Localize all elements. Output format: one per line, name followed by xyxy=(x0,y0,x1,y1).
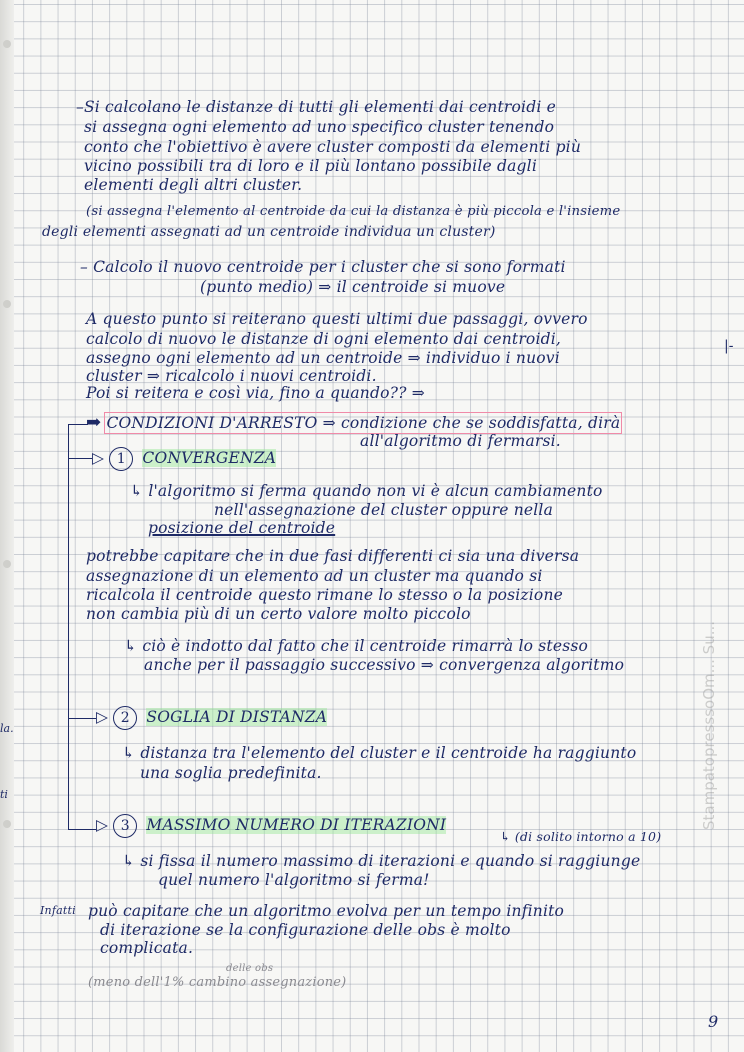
arrow-right-icon: ▷ xyxy=(96,816,109,834)
text-line: elementi degli altri cluster. xyxy=(84,176,303,194)
text-line: calcolo di nuovo le distanze di ogni elemento dai centroidi, xyxy=(86,330,562,348)
text-line: ↳ si fissa il numero massimo di iterazioni e quando si raggiunge xyxy=(122,852,641,870)
heading-convergenza: CONVERGENZA xyxy=(142,449,277,467)
text-line: non cambia più di un certo valore molto piccolo xyxy=(86,605,471,623)
text-line: una soglia predefinita. xyxy=(140,764,322,782)
bracket-line xyxy=(68,424,69,829)
watermark: StampatopresssoOm... Su... xyxy=(700,620,718,830)
text-line: (punto medio) ⇒ il centroide si muove xyxy=(200,278,506,296)
text-line: degli elementi assegnati ad un centroide individua un cluster) xyxy=(42,224,496,240)
text-line: ↳ l'algoritmo si ferma quando non vi è alcun cambiamento xyxy=(130,482,603,500)
text-line: ↳ distanza tra l'elemento del cluster e il centroide ha raggiunto xyxy=(122,744,637,762)
heading-massimo: MASSIMO NUMERO DI ITERAZIONI xyxy=(146,816,447,834)
text-line: – Calcolo il nuovo centroide per i cluster che si sono formati xyxy=(80,258,566,276)
binding-hole xyxy=(3,40,11,48)
text-line: assegno ogni elemento ad un centroide ⇒ individuo i nuovi xyxy=(86,349,560,367)
text-line: A questo punto si reiterano questi ultimi due passaggi, ovvero xyxy=(86,310,588,328)
text-line: assegnazione di un elemento ad un cluster ma quando si xyxy=(86,567,543,585)
text-line: cluster ⇒ ricalcolo i nuovi centroidi. xyxy=(86,367,377,385)
text-line: all'algoritmo di fermarsi. xyxy=(360,432,561,450)
text-line: di iterazione se la configurazione delle obs è molto xyxy=(100,921,511,939)
text-line: può capitare che un algoritmo evolva per un tempo infinito xyxy=(88,902,565,920)
arrow-right-icon: ➡ xyxy=(86,412,102,433)
margin-mark: la. xyxy=(0,722,14,735)
text-line: –Si calcolano le distanze di tutti gli elementi dai centroidi e xyxy=(76,98,556,116)
number-circle: 3 xyxy=(113,814,137,838)
binding-hole xyxy=(3,820,11,828)
section-heading xyxy=(92,447,276,471)
section-heading xyxy=(96,814,446,838)
number-circle: 1 xyxy=(109,447,133,471)
arrow-right-icon: ▷ xyxy=(92,449,105,467)
bracket-line xyxy=(68,718,96,719)
text-line: (si assegna l'elemento al centroide da cui la distanza è più piccola e l'insieme xyxy=(86,204,621,219)
margin-mark: ti xyxy=(0,788,8,801)
text-line: complicata. xyxy=(100,939,194,957)
text-line: quel numero l'algoritmo si ferma! xyxy=(158,871,430,889)
binding-hole xyxy=(3,560,11,568)
section-heading xyxy=(86,414,620,432)
bracket-line xyxy=(68,458,92,459)
text-line xyxy=(200,278,505,296)
heading-condizioni: CONDIZIONI D'ARRESTO ⇒ condizione che se soddisfatta, dirà xyxy=(106,414,621,432)
page-number: 9 xyxy=(708,1012,719,1031)
binding-hole xyxy=(3,300,11,308)
pencil-note: (meno dell'1% cambino assegnazione) xyxy=(88,975,347,990)
text-line: vicino possibili tra di loro e il più lontano possibile dagli xyxy=(84,157,537,175)
notebook-binding xyxy=(0,0,14,1052)
margin-mark: |- xyxy=(724,338,734,354)
margin-word: Infatti xyxy=(40,904,76,917)
section-heading xyxy=(96,706,327,730)
text-line: potrebbe capitare che in due fasi differenti ci sia una diversa xyxy=(86,547,580,565)
text-line: si assegna ogni elemento ad uno specifico cluster tenendo xyxy=(84,118,555,136)
text-line: anche per il passaggio successivo ⇒ convergenza algoritmo xyxy=(144,656,625,674)
heading-soglia: SOGLIA DI DISTANZA xyxy=(146,708,328,726)
bracket-line xyxy=(68,424,88,425)
text-line: posizione del centroide xyxy=(148,519,336,537)
text-line: ↳ ciò è indotto dal fatto che il centroide rimarrà lo stesso xyxy=(124,637,589,655)
text-line: Poi si reitera e così via, fino a quando?? ⇒ xyxy=(86,384,425,402)
text-line: ricalcola il centroide questo rimane lo stesso o la posizione xyxy=(86,586,564,604)
number-circle: 2 xyxy=(113,706,137,730)
text-line: conto che l'obiettivo è avere cluster composti da elementi più xyxy=(84,138,582,156)
text-line: ↳ (di solito intorno a 10) xyxy=(500,829,662,844)
pencil-note: delle obs xyxy=(226,963,274,974)
arrow-right-icon: ▷ xyxy=(96,708,109,726)
text-line: nell'assegnazione del cluster oppure nella xyxy=(214,501,554,519)
bracket-line xyxy=(68,829,96,830)
